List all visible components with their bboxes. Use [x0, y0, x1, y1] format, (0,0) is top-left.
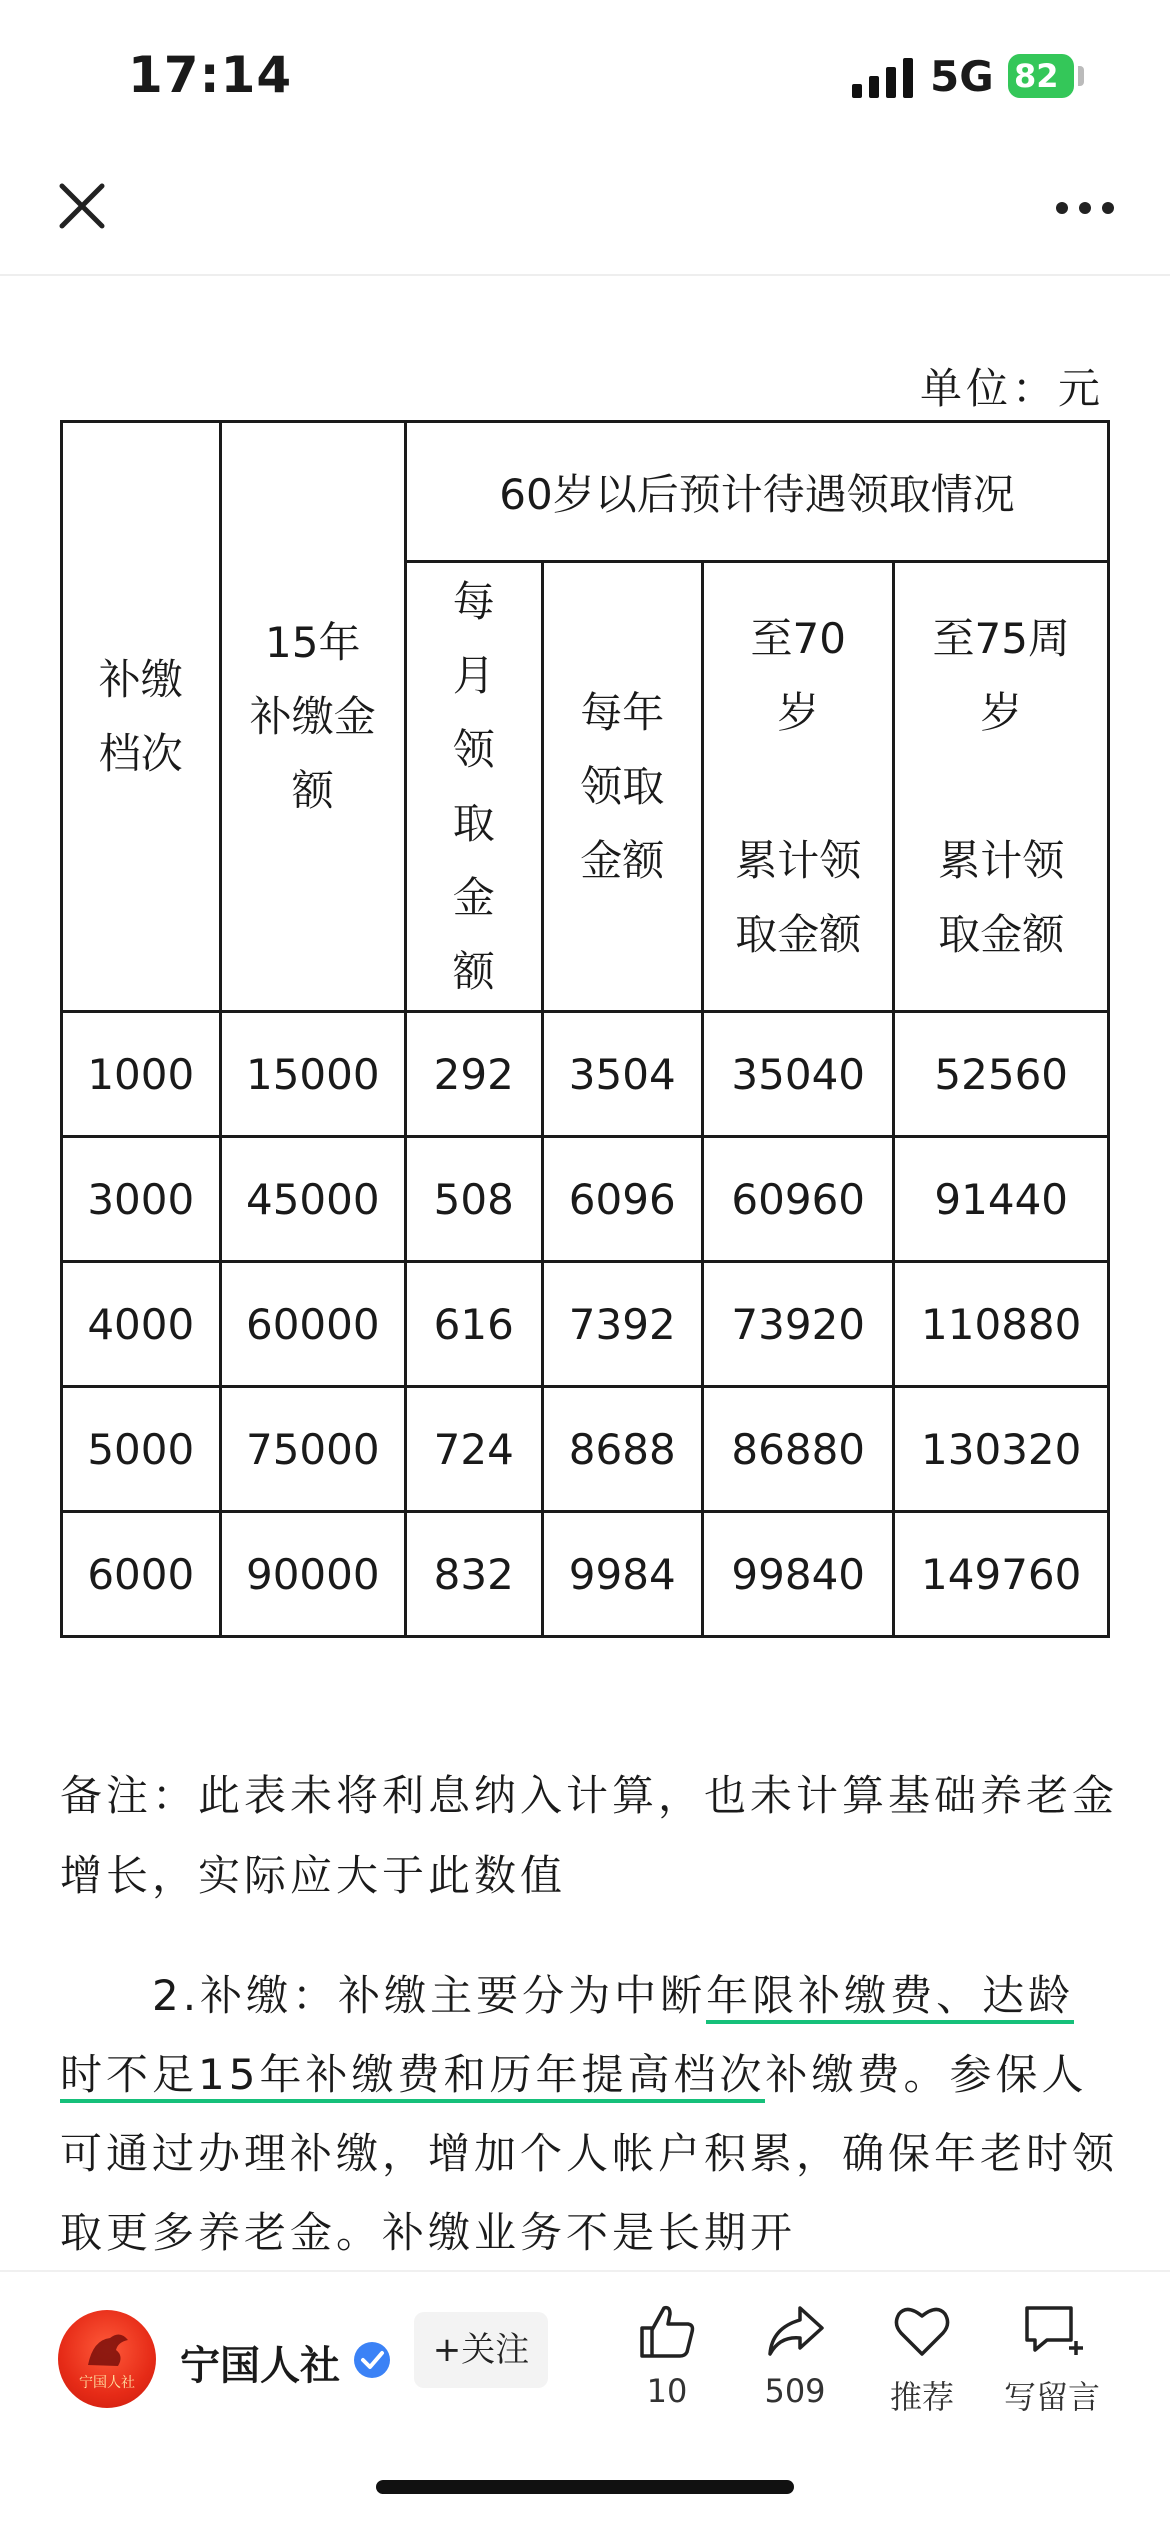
table-cell: 724: [406, 1387, 542, 1512]
table-cell: 8688: [542, 1387, 703, 1512]
table-cell: 130320: [894, 1387, 1109, 1512]
table-header-row-1: [62, 422, 1109, 562]
close-icon[interactable]: [56, 180, 108, 232]
table-cell: 6000: [62, 1512, 221, 1637]
table-cell: 91440: [894, 1137, 1109, 1262]
table-row: [62, 1387, 1109, 1512]
recommend-button[interactable]: [862, 2300, 982, 2418]
table-cell: 35040: [703, 1012, 894, 1137]
like-button[interactable]: [607, 2300, 727, 2410]
status-bar: [0, 0, 1170, 150]
table-cell: 7392: [542, 1262, 703, 1387]
share-count: 509: [764, 2372, 826, 2410]
header-yearly: 每年 领取 金额: [542, 562, 703, 1012]
header-to-75: 至75周 岁 累计领 取金额: [894, 562, 1109, 1012]
table-row: [62, 1012, 1109, 1137]
table-row: [62, 1137, 1109, 1262]
table-cell: 110880: [894, 1262, 1109, 1387]
paragraph-text-1: 2.补缴：补缴主要分为中断: [152, 1971, 707, 2020]
battery-icon: [1008, 54, 1074, 98]
like-count: 10: [646, 2372, 688, 2410]
table-cell: 1000: [62, 1012, 221, 1137]
table-cell: 99840: [703, 1512, 894, 1637]
table-row: [62, 1262, 1109, 1387]
table-cell: 3504: [542, 1012, 703, 1137]
table-row: [62, 1512, 1109, 1637]
nav-bar: [0, 150, 1170, 276]
highlighted-text[interactable]: 年限补缴费、达龄时不足15年补缴费和历年提高档次: [60, 1971, 1074, 2103]
comment-label: 写留言: [1003, 2378, 1100, 2416]
avatar-text: 宁国人社: [79, 2375, 135, 2391]
table-cell: 73920: [703, 1262, 894, 1387]
share-icon: [764, 2300, 826, 2362]
table-cell: 75000: [220, 1387, 406, 1512]
signal-icon: [852, 58, 916, 98]
battery-level: 82: [1014, 57, 1059, 95]
more-icon[interactable]: [1050, 178, 1120, 238]
bottom-action-bar: [0, 2270, 1170, 2534]
table-cell: 90000: [220, 1512, 406, 1637]
article-paragraph: [60, 1956, 1120, 2272]
table-cell: 52560: [894, 1012, 1109, 1137]
header-to-70: 至70 岁 累计领 取金额: [703, 562, 894, 1012]
table-cell: 616: [406, 1262, 542, 1387]
recommend-label: 推荐: [889, 2378, 954, 2416]
header-monthly: 每 月 领 取 金 额: [406, 562, 542, 1012]
avatar-logo-icon: [58, 2310, 156, 2408]
thumbs-up-icon: [636, 2300, 698, 2362]
header-amount-15y: 15年 补缴金 额: [220, 422, 406, 1012]
follow-button[interactable]: +关注: [414, 2312, 548, 2388]
table-note: 备注：此表未将利息纳入计算，也未计算基础养老金增长，实际应大于此数值: [60, 1771, 1119, 1900]
table-cell: 3000: [62, 1137, 221, 1262]
network-type: 5G: [930, 52, 994, 101]
verified-icon: [352, 2340, 392, 2380]
table-cell: 5000: [62, 1387, 221, 1512]
paragraph-text-2: 补缴费。参保人可通过办理补缴，增加个人帐户积累，确保年老时领取更多养老金。补缴业务不是长期开: [60, 2050, 1119, 2257]
table-cell: 6096: [542, 1137, 703, 1262]
table-cell: 45000: [220, 1137, 406, 1262]
table-cell: 149760: [894, 1512, 1109, 1637]
table-cell: 292: [406, 1012, 542, 1137]
status-time: 17:14: [128, 46, 293, 104]
header-level: 补缴 档次: [62, 422, 221, 1012]
home-indicator[interactable]: [376, 2480, 794, 2494]
avatar[interactable]: [58, 2310, 156, 2408]
table-cell: 832: [406, 1512, 542, 1637]
subsidy-table: [60, 420, 1110, 1638]
table-cell: 9984: [542, 1512, 703, 1637]
battery-tip: [1078, 66, 1084, 86]
table-cell: 4000: [62, 1262, 221, 1387]
comment-icon: [1019, 2300, 1085, 2362]
table-cell: 60960: [703, 1137, 894, 1262]
table-cell: 60000: [220, 1262, 406, 1387]
unit-label: 单位：元: [920, 364, 1105, 413]
heart-icon: [891, 2300, 953, 2362]
table-cell: 15000: [220, 1012, 406, 1137]
table-cell: 508: [406, 1137, 542, 1262]
account-name[interactable]: 宁国人社: [180, 2343, 340, 2389]
share-button[interactable]: [735, 2300, 855, 2410]
header-group: 60岁以后预计待遇领取情况: [406, 422, 1109, 562]
comment-button[interactable]: [992, 2300, 1112, 2418]
table-cell: 86880: [703, 1387, 894, 1512]
